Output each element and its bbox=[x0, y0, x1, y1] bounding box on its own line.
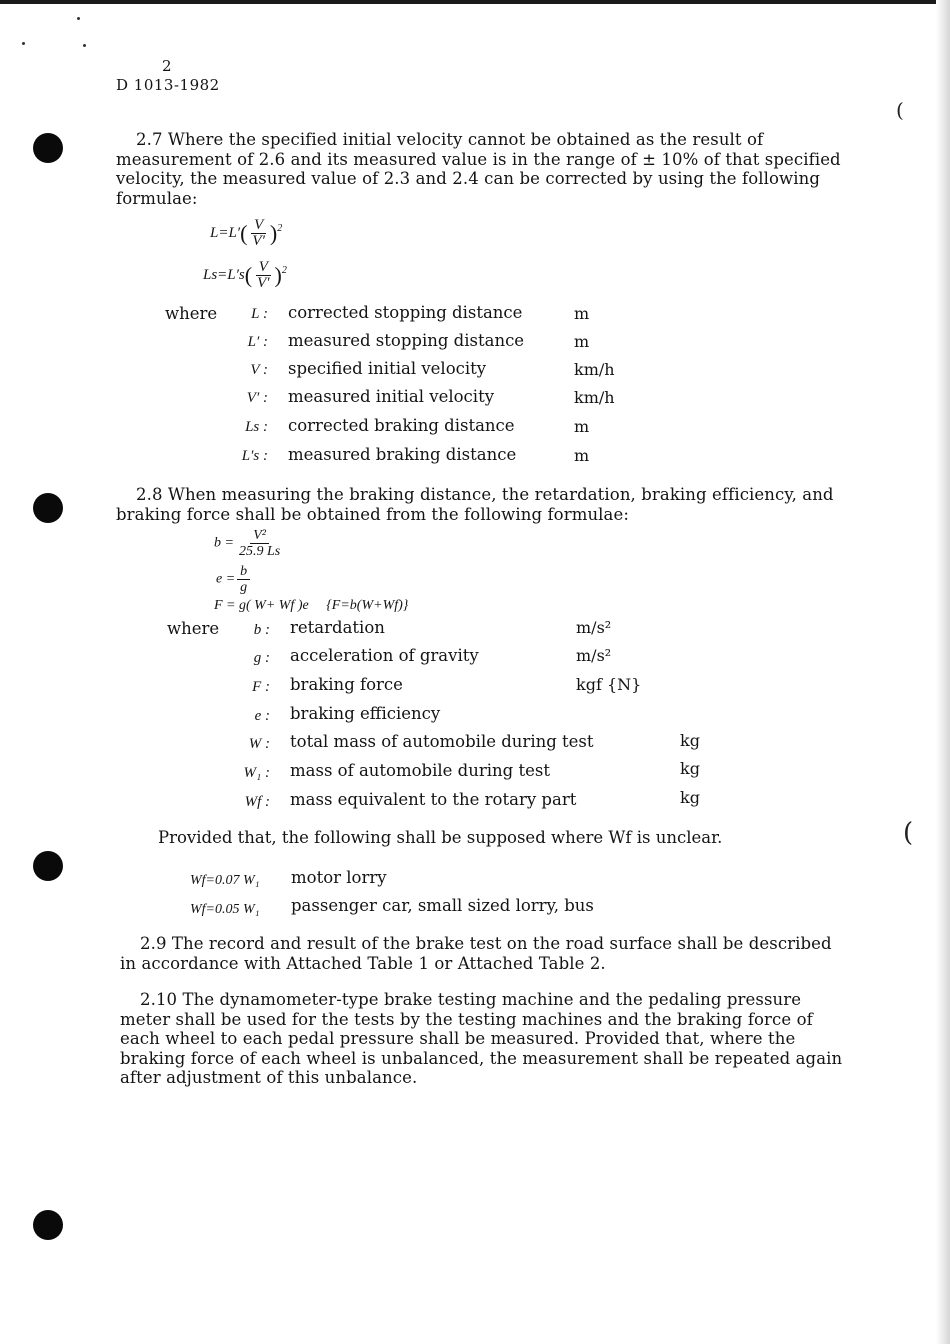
var-description: measured initial velocity bbox=[288, 387, 495, 406]
var-symbol: L′ : bbox=[247, 334, 268, 350]
var-unit: m bbox=[574, 332, 590, 351]
var-symbol: L : bbox=[251, 306, 268, 322]
formula-denominator: 25.9 Ls bbox=[238, 544, 281, 559]
var-symbol: Ls : bbox=[245, 419, 268, 435]
formula-denominator: V′ bbox=[257, 275, 270, 291]
provided-that-text: Provided that, the following shall be supposed where Wf is unclear. bbox=[158, 828, 723, 847]
var-unit: km/h bbox=[574, 360, 615, 379]
var-symbol: b : bbox=[253, 622, 270, 638]
formula-numerator: b bbox=[237, 564, 250, 580]
var-description: braking force bbox=[290, 675, 403, 694]
var-symbol: W₁ : bbox=[243, 765, 270, 781]
section-2-10-text: 2.10 The dynamometer-type brake testing machine and the pedaling pressure meter shall be used for the tests by the testing machines and the braking force of each wheel to each pedal pressure shall be measured. Provided that, where the braking force of each wheel is unbalanced, the measurement shall be repeated again after adjustment of this unbalance. bbox=[120, 990, 843, 1087]
punch-hole bbox=[33, 493, 63, 523]
formula-braking-distance: Ls=L′s( $\frac{V}{V'}$ )$^2$ bbox=[203, 259, 287, 291]
var-unit: m bbox=[574, 417, 590, 436]
punch-hole bbox=[33, 1210, 63, 1240]
formula-numerator: V bbox=[256, 260, 271, 276]
scan-speck bbox=[22, 42, 25, 45]
var-unit: m/s² bbox=[576, 618, 612, 637]
var-description: retardation bbox=[290, 618, 385, 637]
margin-mark: ( bbox=[903, 818, 914, 848]
section-2-9-text: 2.9 The record and result of the brake test on the road surface shall be described in accordance with Attached Table 1 or Attached Table 2. bbox=[120, 934, 832, 973]
formula-numerator: V² bbox=[250, 528, 269, 544]
formula-exponent: 2 bbox=[281, 264, 287, 276]
var-unit: m bbox=[574, 304, 590, 323]
var-symbol: e : bbox=[254, 708, 270, 724]
where-label: where bbox=[165, 304, 218, 323]
page-number: 2 bbox=[162, 57, 173, 75]
section-2-7-paragraph bbox=[116, 130, 846, 208]
scan-speck bbox=[83, 44, 86, 47]
formula-denominator: V′ bbox=[252, 233, 265, 249]
formula-numerator: V bbox=[251, 218, 266, 234]
punch-hole bbox=[33, 133, 63, 163]
scan-speck bbox=[77, 17, 80, 20]
var-description: measured braking distance bbox=[288, 445, 517, 464]
formula-lhs: L=L′ bbox=[210, 224, 241, 241]
var-symbol: g : bbox=[253, 650, 270, 666]
supposition-formula: Wf=0.05 W₁ bbox=[190, 902, 260, 917]
section-2-10-paragraph bbox=[120, 990, 850, 1088]
var-description: corrected stopping distance bbox=[288, 303, 523, 322]
margin-mark: ( bbox=[896, 98, 904, 122]
section-2-7-text: 2.7 Where the specified initial velocity cannot be obtained as the result of measurement of 2.6 and its measured value is in the range of ± 10% of that specified velocity, the measured value of 2.3 and 2.4 can be corrected by using the following formulae: bbox=[116, 130, 841, 208]
var-symbol: V : bbox=[250, 362, 268, 378]
section-2-8-text: 2.8 When measuring the braking distance, the retardation, braking efficiency, and braking force shall be obtained from the following formulae: bbox=[116, 485, 834, 524]
var-unit: m bbox=[574, 446, 590, 465]
scan-top-edge bbox=[0, 0, 950, 4]
section-2-8-paragraph bbox=[116, 485, 846, 524]
supposition-formula: Wf=0.07 W₁ bbox=[190, 873, 260, 888]
var-unit: m/s² bbox=[576, 646, 612, 665]
var-description: specified initial velocity bbox=[288, 359, 487, 378]
var-description: measured stopping distance bbox=[288, 331, 525, 350]
formula-retardation bbox=[214, 528, 285, 559]
var-description: total mass of automobile during test bbox=[290, 732, 594, 751]
formula-efficiency bbox=[216, 564, 252, 595]
var-unit: kg bbox=[680, 759, 700, 778]
var-description: acceleration of gravity bbox=[290, 646, 479, 665]
var-symbol: Wf : bbox=[244, 794, 270, 810]
where-label: where bbox=[167, 619, 220, 638]
formula-lhs: e = bbox=[216, 571, 236, 587]
document-code: D 1013-1982 bbox=[116, 76, 220, 94]
var-unit: km/h bbox=[574, 388, 615, 407]
punch-hole bbox=[33, 851, 63, 881]
section-2-9-paragraph bbox=[120, 934, 850, 973]
var-symbol: W : bbox=[248, 736, 270, 752]
formula-braking-force: F = g( W+ Wf )e {F=b(W+Wf)} bbox=[214, 598, 409, 613]
var-unit: kg bbox=[680, 731, 700, 750]
var-description: mass equivalent to the rotary part bbox=[290, 790, 577, 809]
formula-exponent: 2 bbox=[277, 222, 283, 234]
var-description: mass of automobile during test bbox=[290, 761, 550, 780]
var-unit: kg bbox=[680, 788, 700, 807]
formula-lhs: Ls=L′s bbox=[203, 266, 245, 283]
formula-stopping-distance: L=L′( $\frac{V}{V'}$ )$^2$ bbox=[210, 217, 283, 249]
var-unit: kgf {N} bbox=[576, 675, 642, 694]
var-description: braking efficiency bbox=[290, 704, 441, 723]
supposition-description: motor lorry bbox=[291, 868, 387, 887]
var-symbol: F : bbox=[252, 679, 270, 695]
formula-denominator: g bbox=[240, 580, 248, 595]
var-description: corrected braking distance bbox=[288, 416, 515, 435]
var-symbol: L′s : bbox=[241, 448, 268, 464]
formula-lhs: b = bbox=[214, 535, 234, 551]
scan-right-edge bbox=[936, 0, 950, 1344]
supposition-description: passenger car, small sized lorry, bus bbox=[291, 896, 594, 915]
var-symbol: V′ : bbox=[246, 390, 268, 406]
